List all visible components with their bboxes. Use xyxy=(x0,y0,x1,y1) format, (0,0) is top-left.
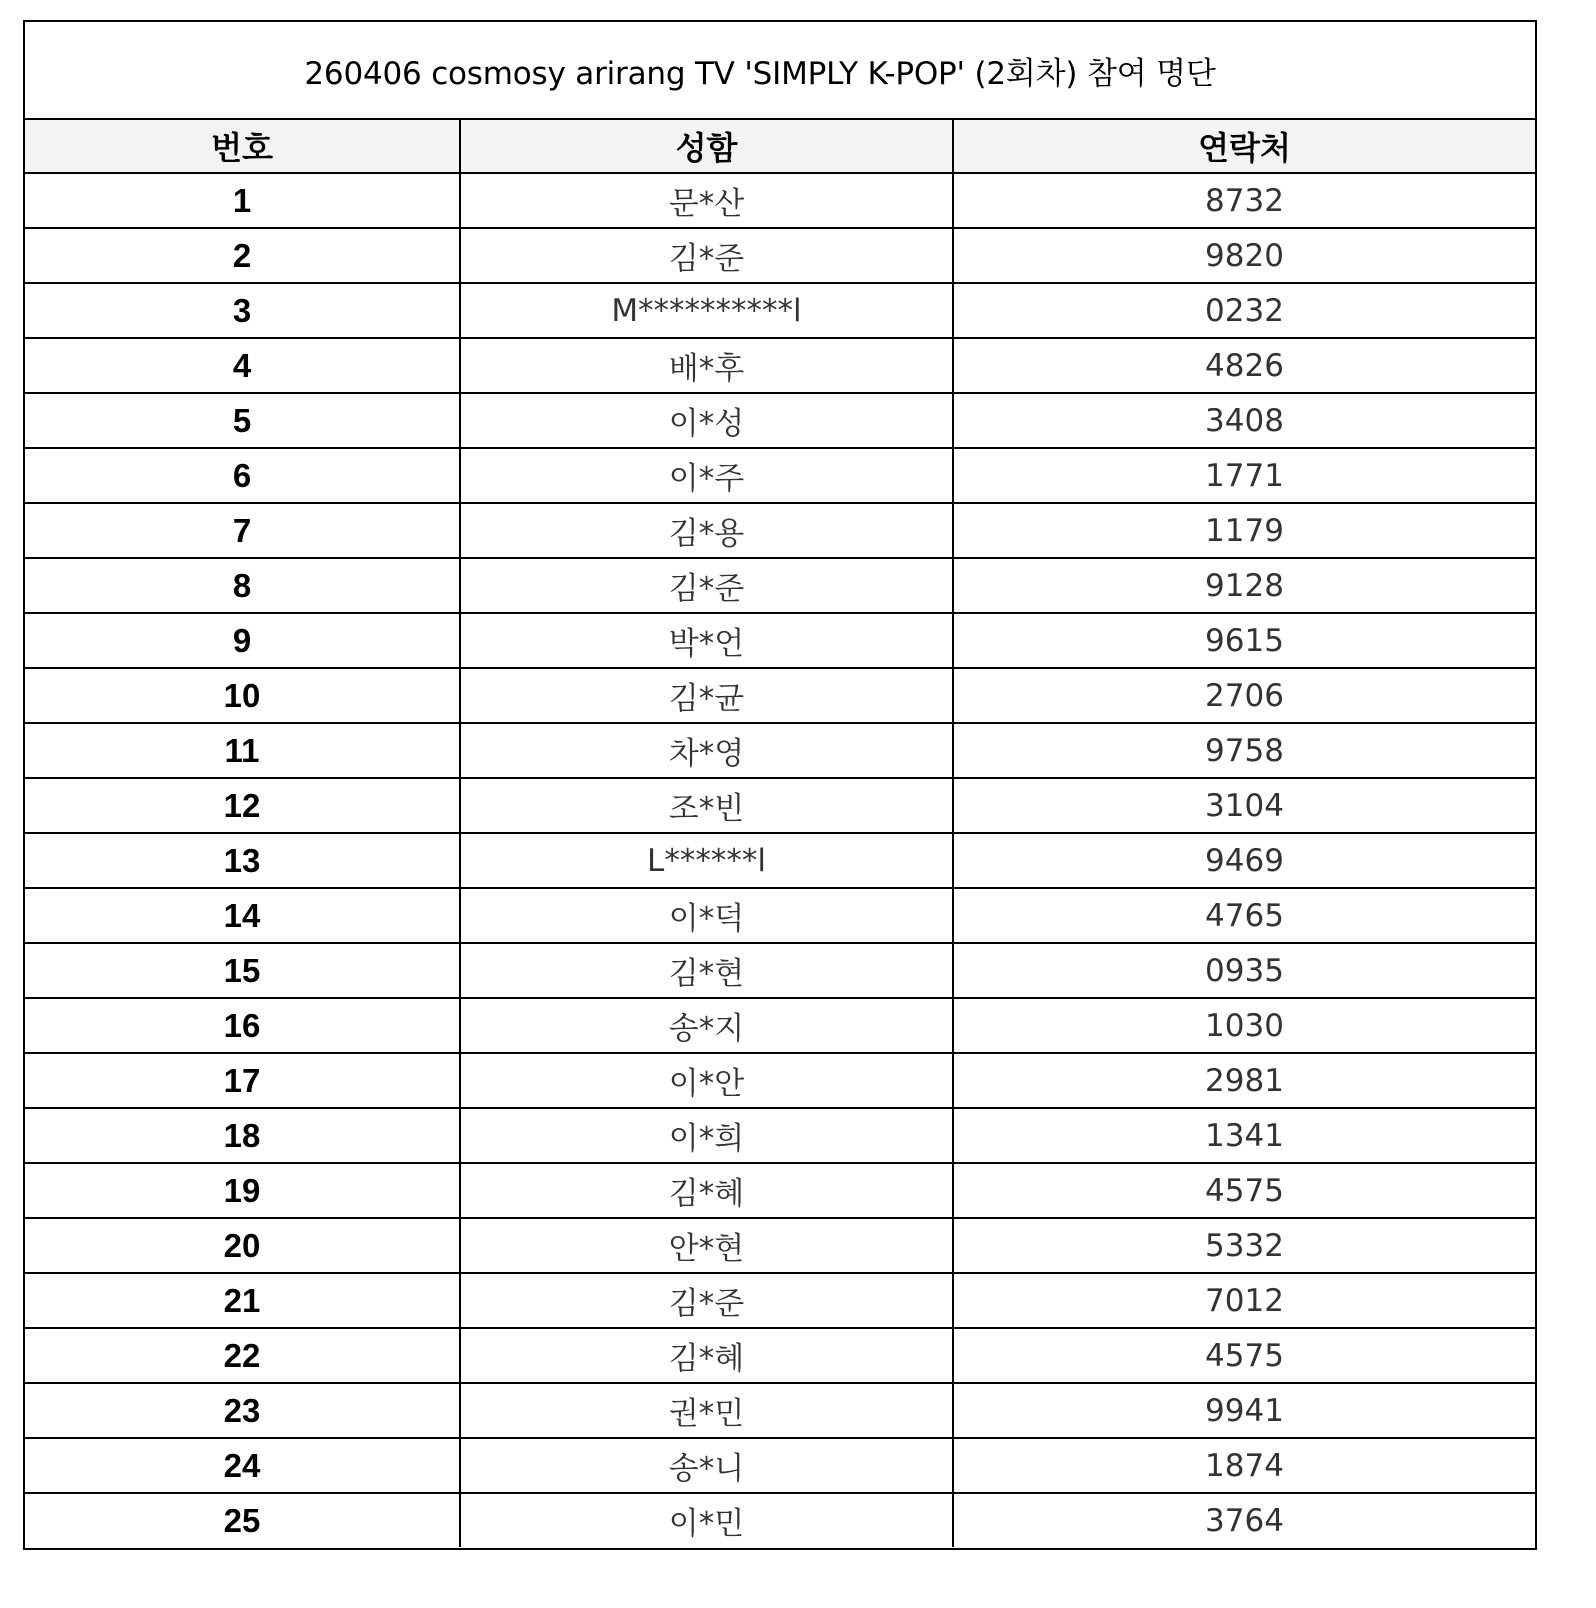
row-name: 박*언 xyxy=(460,613,953,668)
table-row xyxy=(25,888,1535,943)
table-row xyxy=(25,778,1535,833)
row-number: 12 xyxy=(25,778,460,833)
header-name: 성함 xyxy=(460,119,953,173)
row-number: 6 xyxy=(25,448,460,503)
table-row xyxy=(25,558,1535,613)
row-name: 김*준 xyxy=(460,1273,953,1328)
table-row xyxy=(25,1438,1535,1493)
table-row xyxy=(25,998,1535,1053)
row-contact: 2981 xyxy=(953,1053,1535,1108)
table-row xyxy=(25,1273,1535,1328)
row-number: 19 xyxy=(25,1163,460,1218)
row-name: 권*민 xyxy=(460,1383,953,1438)
header-contact: 연락처 xyxy=(953,119,1535,173)
row-number: 5 xyxy=(25,393,460,448)
row-contact: 9615 xyxy=(953,613,1535,668)
row-name: 배*후 xyxy=(460,338,953,393)
header-number: 번호 xyxy=(25,119,460,173)
row-number: 13 xyxy=(25,833,460,888)
row-name: 이*안 xyxy=(460,1053,953,1108)
row-contact: 8732 xyxy=(953,173,1535,228)
table-row xyxy=(25,668,1535,723)
row-number: 21 xyxy=(25,1273,460,1328)
row-number: 24 xyxy=(25,1438,460,1493)
table-row xyxy=(25,1383,1535,1438)
row-number: 2 xyxy=(25,228,460,283)
row-name: 김*균 xyxy=(460,668,953,723)
table-row xyxy=(25,503,1535,558)
row-contact: 9820 xyxy=(953,228,1535,283)
row-name: 김*혜 xyxy=(460,1163,953,1218)
row-contact: 4575 xyxy=(953,1328,1535,1383)
row-contact: 3104 xyxy=(953,778,1535,833)
table-row xyxy=(25,283,1535,338)
row-contact: 9758 xyxy=(953,723,1535,778)
row-name: 이*민 xyxy=(460,1493,953,1547)
row-contact: 3764 xyxy=(953,1493,1535,1547)
row-contact: 9128 xyxy=(953,558,1535,613)
row-number: 1 xyxy=(25,173,460,228)
row-name: 김*용 xyxy=(460,503,953,558)
row-number: 9 xyxy=(25,613,460,668)
row-number: 23 xyxy=(25,1383,460,1438)
table-row xyxy=(25,228,1535,283)
row-number: 8 xyxy=(25,558,460,613)
row-number: 7 xyxy=(25,503,460,558)
table-row xyxy=(25,1053,1535,1108)
table-row xyxy=(25,1108,1535,1163)
row-contact: 4765 xyxy=(953,888,1535,943)
row-name: M**********l xyxy=(460,283,953,338)
table-row xyxy=(25,448,1535,503)
row-number: 10 xyxy=(25,668,460,723)
row-contact: 4826 xyxy=(953,338,1535,393)
row-name: 김*준 xyxy=(460,558,953,613)
row-contact: 1341 xyxy=(953,1108,1535,1163)
row-contact: 1179 xyxy=(953,503,1535,558)
row-name: 송*니 xyxy=(460,1438,953,1493)
row-contact: 0232 xyxy=(953,283,1535,338)
table-row xyxy=(25,338,1535,393)
list-title: 260406 cosmosy arirang TV 'SIMPLY K-POP' (2회차) 참여 명단 xyxy=(304,55,1216,92)
row-name: 이*덕 xyxy=(460,888,953,943)
row-contact: 9941 xyxy=(953,1383,1535,1438)
row-name: 차*영 xyxy=(460,723,953,778)
row-number: 4 xyxy=(25,338,460,393)
row-name: 김*혜 xyxy=(460,1328,953,1383)
table-row xyxy=(25,1493,1535,1547)
table-header-row xyxy=(25,119,1535,173)
row-contact: 5332 xyxy=(953,1218,1535,1273)
row-name: 이*희 xyxy=(460,1108,953,1163)
row-number: 25 xyxy=(25,1493,460,1547)
row-number: 17 xyxy=(25,1053,460,1108)
table-row xyxy=(25,1328,1535,1383)
table-row xyxy=(25,1163,1535,1218)
row-contact: 3408 xyxy=(953,393,1535,448)
row-name: L******l xyxy=(460,833,953,888)
row-contact: 7012 xyxy=(953,1273,1535,1328)
row-name: 조*빈 xyxy=(460,778,953,833)
row-contact: 9469 xyxy=(953,833,1535,888)
table-row xyxy=(25,723,1535,778)
table-row xyxy=(25,1218,1535,1273)
table-row xyxy=(25,613,1535,668)
row-number: 14 xyxy=(25,888,460,943)
row-name: 김*준 xyxy=(460,228,953,283)
row-contact: 2706 xyxy=(953,668,1535,723)
table-row xyxy=(25,393,1535,448)
row-number: 15 xyxy=(25,943,460,998)
table-row xyxy=(25,833,1535,888)
row-number: 18 xyxy=(25,1108,460,1163)
row-name: 이*성 xyxy=(460,393,953,448)
table-body xyxy=(25,173,1535,1547)
row-contact: 1874 xyxy=(953,1438,1535,1493)
row-name: 송*지 xyxy=(460,998,953,1053)
row-contact: 0935 xyxy=(953,943,1535,998)
row-name: 안*현 xyxy=(460,1218,953,1273)
row-number: 3 xyxy=(25,283,460,338)
row-name: 김*현 xyxy=(460,943,953,998)
row-contact: 1030 xyxy=(953,998,1535,1053)
table-row xyxy=(25,173,1535,228)
row-number: 16 xyxy=(25,998,460,1053)
row-name: 문*산 xyxy=(460,173,953,228)
row-contact: 4575 xyxy=(953,1163,1535,1218)
participant-table xyxy=(25,118,1535,1547)
table-row xyxy=(25,943,1535,998)
row-name: 이*주 xyxy=(460,448,953,503)
row-number: 20 xyxy=(25,1218,460,1273)
participant-list-sheet xyxy=(23,20,1537,1550)
row-contact: 1771 xyxy=(953,448,1535,503)
row-number: 22 xyxy=(25,1328,460,1383)
row-number: 11 xyxy=(25,723,460,778)
